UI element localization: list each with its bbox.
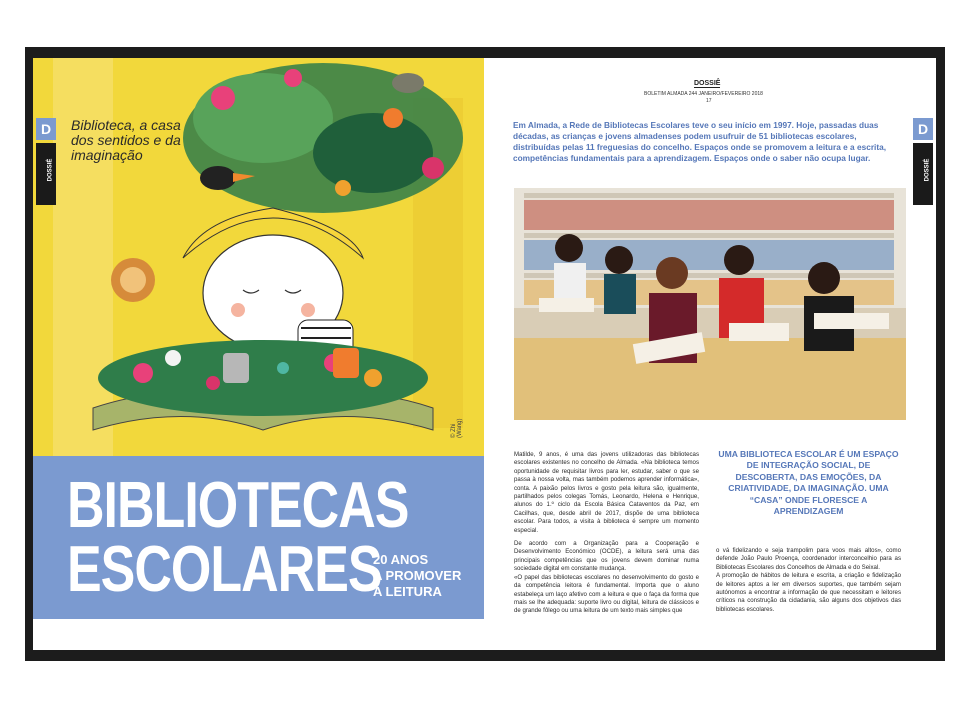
paragraph: A promoção de hábitos de leitura e escrita, a criação e fidelização de leitores aptos a ler em diversos suportes, que também sejam autónomos a encontrar a informação de que necessitam e leitores críticos na construção da cidadania, são alguns dos objetivos das bibliotecas escolares. [716,572,901,613]
intro-paragraph: Em Almada, a Rede de Bibliotecas Escolares teve o seu início em 1997. Hoje, passadas duas décadas, as crianças e jovens almadenses podem usufruir de 51 bibliotecas escolares, distribuídas pelas 11 freguesias do concelho. Espaços onde se promovem a leitura e a escrita, competências fundamentais para a aprendizagem. Espaços onde o saber não ocupa lugar. [513,120,887,163]
section-tab-text-right: DOSSIÊ [924,158,931,182]
section-tab-label-right [913,143,933,205]
cover-illustration [33,58,484,456]
section-tab-label [36,143,56,205]
section-tab-letter-right: D [913,118,933,140]
left-page [33,58,484,650]
right-page [484,58,936,650]
paragraph: De acordo com a Organização para a Cooperação e Desenvolvimento Económico (OCDE), a leitura será uma das principais competências que os jovens devem dominar numa sociedade digital em constante mudança. [514,540,699,573]
library-photo [514,188,906,420]
article-column-1 [514,451,699,616]
article-column-2 [716,547,901,614]
paragraph: o vá fidelizando e seja trampolim para voos mais altos», como defende João Paulo Proença, coordenador interconcelhio para as Bibliotecas Escolares dos Concelhos de Almada e do Seixal. [716,547,901,571]
caption: Biblioteca, a casa dos sentidos e da imaginação [71,117,181,163]
photo-credit: © Zhi (Wang) [451,418,463,438]
title-block [33,456,484,619]
subtitle-line-3: A LEITURA [373,584,442,599]
section-tab-text: DOSSIÊ [47,158,54,182]
page-number: 17 [706,98,712,104]
paragraph: «O papel das bibliotecas escolares no desenvolvimento do gosto e da competência leitora é fundamental. Importa que o aluno estabeleça um laço afetivo com a leitura e que o faça da forma que mais se lhe adequada: suporte livro ou digital, leitura de clássicos e de grande fôlego ou uma leitura de um texto mais simples que [514,573,699,615]
subtitle [373,552,473,600]
title-line-1: BIBLIOTECAS [67,469,409,542]
section-tab-letter: D [36,118,56,140]
running-header-issue: BOLETIM ALMADA 244 JANEIRO/FEVEREIRO 2018 [644,91,763,97]
running-header-section: DOSSIÊ [694,80,721,87]
paragraph: Matilde, 9 anos, é uma das jovens utilizadoras das bibliotecas escolares existentes no concelho de Almada. «Na biblioteca temos oportunidade de requisitar livros para ler, estudar, saber o que se passa à nossa volta, mas também podemos aprender informática», conta. A paixão pelos livros e gosto pela leitura são, igualmente, partilhados pelos colegas Tomás, Leonardo, Helena e Henrique, alunos do 1.º ciclo da Escola Básica Cataventos da Paz, em Cacilhas, que, desde abril de 2017, dispõe de uma biblioteca escolar. Para todos, a visita à biblioteca é sempre um momento especial. [514,451,699,534]
magazine-spread [33,58,936,650]
pull-quote: UMA BIBLIOTECA ESCOLAR É UM ESPAÇO DE INTEGRAÇÃO SOCIAL, DE DESCOBERTA, DAS EMOÇÕES, DA CRIATIVIDADE, DA IMAGINAÇÃO. UMA “CASA” ONDE FLORESCE A APRENDIZAGEM [718,449,899,517]
subtitle-line-1: 20 ANOS [373,552,429,567]
subtitle-line-2: A PROMOVER [373,568,462,583]
photo-drawing [514,188,906,420]
title-line-2: ESCOLARES [67,533,382,606]
